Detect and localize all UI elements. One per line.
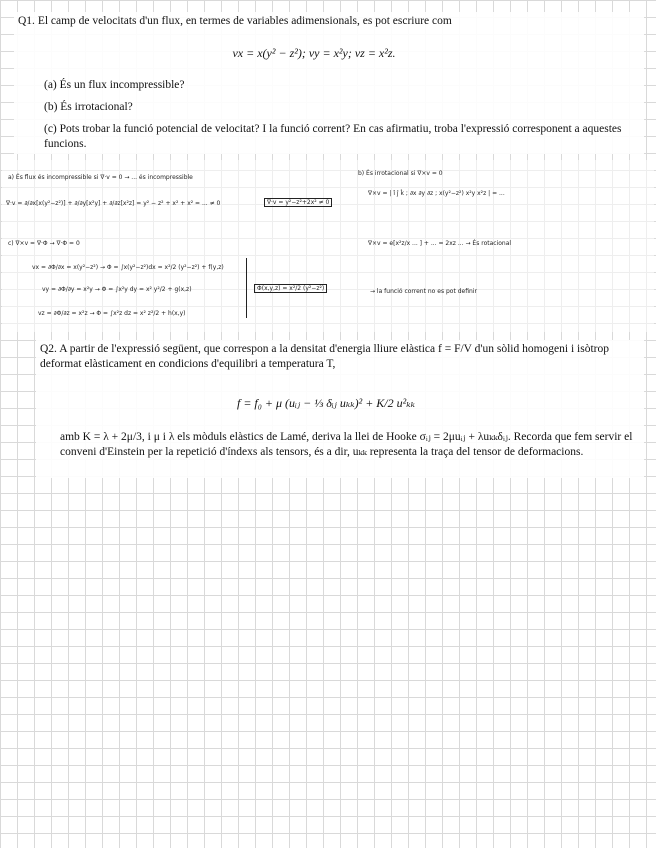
q2-intro-text: A partir de l'expressió següent, que correspon a la densitat d'energia lliure elàstica f = F/V d'un sòlid homogeni i isòtrop deformat elàsticament en condicions d'equilibri a temperatura T, (40, 343, 609, 370)
q2-block (36, 340, 644, 478)
note-part-a: a) És flux és incompressible si ∇·v = 0 → ... és incompressible (8, 174, 193, 181)
q1-block (14, 12, 644, 154)
note-part-c-right: ∇×v = e[x²z/x ... ] + ... = 2xz ... → És rotacional (368, 240, 512, 247)
handwritten-notes (2, 160, 654, 332)
note-part-c-vy: vy = ∂Φ/∂y = x²y → Φ = ∫x²y dy = x² y²/2 + g(x,z) (42, 286, 192, 293)
note-part-b: b) És irrotacional si ∇×v = 0 (358, 170, 443, 177)
q1-equation: vx = x(y² − z²); vy = x²y; vz = x²z. (232, 46, 396, 60)
note-part-a-equation: ∇·v = ∂/∂x[x(y²−z²)] + ∂/∂y[x²y] + ∂/∂z[x²z] = y² − z² + x² + x² = ... ≠ 0 (6, 200, 221, 207)
note-part-b-determinant: ∇×v = | î ĵ k̂ ; ∂x ∂y ∂z ; x(y²−z²) x²y x²z | = ... (368, 190, 505, 197)
note-part-c-vx: vx = ∂Φ/∂x = x(y²−z²) → Φ = ∫x(y²−z²)dx = x²/2 (y²−z²) + f(y,z) (32, 264, 224, 271)
q1-intro (18, 14, 638, 29)
q1-part-b: (b) És irrotacional? (44, 101, 133, 113)
q2-intro (40, 342, 640, 372)
q1-label: Q1. (18, 15, 35, 27)
q1-intro-text: El camp de velocitats d'un flux, en termes de variables adimensionals, es pot escriure com (37, 15, 452, 27)
note-part-a-box: ∇·v = y²−z²+2x² ≠ 0 (264, 198, 332, 207)
q1-part-a: (a) És un flux incompressible? (44, 79, 185, 91)
note-part-c-remark: → la funció corrent no es pot definir (370, 288, 477, 295)
q2-label: Q2. (40, 343, 57, 355)
q2-text: amb K = λ + 2μ/3, i μ i λ els mòduls elàstics de Lamé, deriva la llei de Hooke σᵢⱼ = 2μuᵢⱼ + λuₖₖδᵢⱼ. Recorda que fem servir el conveni d'Einstein per la repetició d'índexs als tensors, és a dir, uₖₖ representa la traça del tensor de deformacions. (60, 431, 633, 458)
note-divider (246, 258, 247, 318)
q2-equation: f = f₀ + μ (uᵢⱼ − ⅓ δᵢⱼ uₖₖ)² + K/2 u²ₖₖ (236, 396, 415, 410)
q1-part-c: (c) Pots trobar la funció potencial de velocitat? I la funció corrent? En cas afirmatiu, troba l'expressió corresponent a aquestes funcions. (44, 123, 622, 150)
note-part-c: c) ∇×v = ∇·Φ → ∇·Φ = 0 (8, 240, 80, 247)
note-part-c-vz: vz = ∂Φ/∂z = x²z → Φ = ∫x²z dz = x² z²/2 + h(x,y) (38, 310, 186, 317)
note-part-c-box: Φ(x,y,z) = x²/2 (y²−z²) (254, 284, 327, 293)
